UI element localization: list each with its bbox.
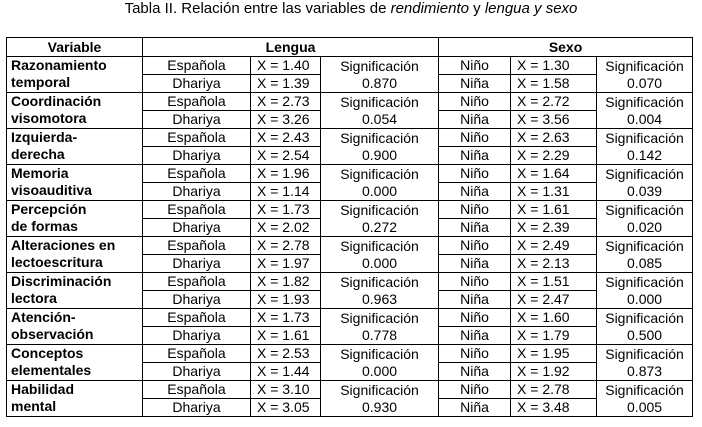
significance-label: Significación (340, 309, 419, 326)
sexo-group-a: Niño (439, 93, 511, 111)
lengua-group-b: Dhariya (143, 183, 251, 201)
sexo-significance-value: 0.873 (627, 362, 663, 379)
significance-label: Significación (340, 345, 419, 362)
lengua-group-a: Española (143, 165, 251, 183)
variable-cell (7, 201, 143, 237)
lengua-significance-cell (321, 57, 439, 93)
sexo-significance-value: 0.004 (627, 110, 663, 127)
variable-cell (7, 93, 143, 129)
variable-name-line2: visoauditiva (11, 182, 92, 198)
lengua-significance-value: 0.000 (361, 362, 398, 379)
lengua-mean-b: X = 1.97 (251, 255, 321, 273)
lengua-group-a: Española (143, 309, 251, 327)
lengua-group-b: Dhariya (143, 147, 251, 165)
sexo-group-b: Niña (439, 399, 511, 417)
lengua-group-a: Española (143, 93, 251, 111)
variable-name-line1: Discriminación (11, 273, 112, 289)
sexo-mean-a: X = 2.72 (511, 93, 597, 111)
sexo-mean-b: X = 2.13 (511, 255, 597, 273)
lengua-significance-cell (321, 165, 439, 201)
caption-connector: y (468, 0, 485, 17)
table-row (7, 345, 693, 363)
table-row (7, 237, 693, 255)
caption-prefix: Tabla II. Relación entre las variables de (124, 0, 391, 17)
lengua-significance-value: 0.778 (361, 326, 398, 343)
significance-label: Significación (605, 309, 684, 326)
lengua-significance-value: 0.054 (361, 110, 398, 127)
sexo-mean-b: X = 3.48 (511, 399, 597, 417)
sexo-group-b: Niña (439, 327, 511, 345)
significance-label: Significación (605, 165, 684, 182)
lengua-mean-a: X = 1.40 (251, 57, 321, 75)
sexo-significance-value: 0.142 (627, 146, 663, 163)
lengua-mean-b: X = 1.44 (251, 363, 321, 381)
lengua-mean-b: X = 2.54 (251, 147, 321, 165)
significance-label: Significación (605, 345, 684, 362)
sexo-mean-b: X = 1.79 (511, 327, 597, 345)
variable-cell (7, 165, 143, 201)
table-caption (0, 0, 702, 18)
variable-cell (7, 381, 143, 417)
lengua-mean-b: X = 1.14 (251, 183, 321, 201)
significance-label: Significación (340, 165, 419, 182)
variable-name-line1: Memoria (11, 165, 69, 181)
table-row (7, 273, 693, 291)
sexo-group-b: Niña (439, 219, 511, 237)
sexo-group-a: Niño (439, 273, 511, 291)
sexo-mean-a: X = 2.63 (511, 129, 597, 147)
sexo-significance-cell (597, 57, 693, 93)
lengua-group-a: Española (143, 129, 251, 147)
sexo-significance-value: 0.039 (627, 182, 663, 199)
lengua-significance-cell (321, 129, 439, 165)
sexo-mean-a: X = 1.95 (511, 345, 597, 363)
table-body (7, 57, 693, 417)
lengua-significance-cell (321, 201, 439, 237)
significance-label: Significación (340, 201, 419, 218)
table-row (7, 309, 693, 327)
sexo-mean-a: X = 1.64 (511, 165, 597, 183)
lengua-mean-a: X = 1.73 (251, 309, 321, 327)
sexo-mean-b: X = 3.56 (511, 111, 597, 129)
sexo-significance-cell (597, 345, 693, 381)
significance-label: Significación (605, 237, 684, 254)
lengua-group-a: Española (143, 273, 251, 291)
significance-label: Significación (340, 381, 419, 398)
sexo-mean-a: X = 2.49 (511, 237, 597, 255)
sexo-group-b: Niña (439, 363, 511, 381)
sexo-significance-value: 0.500 (627, 326, 663, 343)
lengua-mean-b: X = 1.93 (251, 291, 321, 309)
table-row (7, 381, 693, 399)
sexo-mean-a: X = 1.51 (511, 273, 597, 291)
lengua-group-b: Dhariya (143, 111, 251, 129)
lengua-group-a: Española (143, 201, 251, 219)
lengua-mean-b: X = 3.26 (251, 111, 321, 129)
sexo-group-b: Niña (439, 147, 511, 165)
sexo-group-a: Niño (439, 237, 511, 255)
significance-label: Significación (340, 93, 419, 110)
variable-cell (7, 345, 143, 381)
variable-name-line2: visomotora (11, 110, 87, 126)
sexo-significance-cell (597, 201, 693, 237)
lengua-group-b: Dhariya (143, 75, 251, 93)
sexo-mean-b: X = 2.39 (511, 219, 597, 237)
sexo-group-a: Niño (439, 57, 511, 75)
lengua-mean-b: X = 3.05 (251, 399, 321, 417)
sexo-group-b: Niña (439, 291, 511, 309)
variable-cell (7, 273, 143, 309)
sexo-significance-cell (597, 165, 693, 201)
variable-name-line1: Alteraciones en (11, 237, 116, 253)
header-lengua: Lengua (143, 38, 439, 57)
lengua-group-a: Española (143, 381, 251, 399)
lengua-significance-cell (321, 237, 439, 273)
lengua-mean-b: X = 1.39 (251, 75, 321, 93)
lengua-mean-b: X = 2.02 (251, 219, 321, 237)
variable-name-line1: Razonamiento (11, 57, 107, 73)
lengua-mean-a: X = 2.43 (251, 129, 321, 147)
sexo-mean-b: X = 1.92 (511, 363, 597, 381)
lengua-mean-a: X = 1.73 (251, 201, 321, 219)
significance-label: Significación (340, 273, 419, 290)
caption-emphasis-lengua-sexo: lengua y sexo (484, 0, 578, 17)
results-table (6, 37, 693, 417)
variable-name-line2: lectoescritura (11, 254, 103, 270)
lengua-group-b: Dhariya (143, 363, 251, 381)
sexo-group-b: Niña (439, 183, 511, 201)
sexo-mean-a: X = 1.30 (511, 57, 597, 75)
lengua-group-a: Española (143, 345, 251, 363)
lengua-group-a: Española (143, 237, 251, 255)
significance-label: Significación (605, 381, 684, 398)
variable-name-line2: observación (11, 326, 94, 342)
sexo-group-b: Niña (439, 111, 511, 129)
lengua-mean-a: X = 2.78 (251, 237, 321, 255)
lengua-significance-value: 0.930 (361, 398, 398, 415)
header-variable: Variable (7, 38, 143, 57)
lengua-group-b: Dhariya (143, 219, 251, 237)
sexo-significance-value: 0.070 (627, 74, 663, 91)
variable-name-line1: Conceptos (11, 345, 84, 361)
variable-name-line2: temporal (11, 74, 71, 90)
sexo-significance-value: 0.020 (627, 218, 663, 235)
lengua-significance-value: 0.870 (361, 74, 398, 91)
table-row (7, 201, 693, 219)
lengua-significance-cell (321, 273, 439, 309)
sexo-significance-value: 0.005 (627, 398, 663, 415)
lengua-significance-value: 0.900 (361, 146, 398, 163)
lengua-mean-a: X = 1.96 (251, 165, 321, 183)
lengua-mean-a: X = 2.73 (251, 93, 321, 111)
lengua-significance-cell (321, 309, 439, 345)
lengua-group-b: Dhariya (143, 399, 251, 417)
sexo-significance-cell (597, 273, 693, 309)
variable-name-line2: elementales (11, 362, 92, 378)
sexo-group-a: Niño (439, 309, 511, 327)
table-row (7, 93, 693, 111)
variable-name-line2: mental (11, 398, 57, 414)
lengua-significance-cell (321, 345, 439, 381)
header-sexo: Sexo (439, 38, 693, 57)
significance-label: Significación (605, 129, 684, 146)
lengua-significance-value: 0.000 (361, 254, 398, 271)
lengua-group-b: Dhariya (143, 255, 251, 273)
sexo-group-a: Niño (439, 129, 511, 147)
sexo-mean-a: X = 1.61 (511, 201, 597, 219)
lengua-group-a: Española (143, 57, 251, 75)
variable-name-line1: Coordinación (11, 93, 102, 109)
sexo-significance-value: 0.085 (627, 254, 663, 271)
significance-label: Significación (340, 237, 419, 254)
lengua-group-b: Dhariya (143, 291, 251, 309)
variable-name-line2: de formas (11, 218, 78, 234)
sexo-mean-b: X = 2.29 (511, 147, 597, 165)
significance-label: Significación (340, 129, 419, 146)
sexo-mean-a: X = 2.78 (511, 381, 597, 399)
sexo-significance-cell (597, 237, 693, 273)
significance-label: Significación (605, 93, 684, 110)
sexo-mean-a: X = 1.60 (511, 309, 597, 327)
caption-emphasis-rendimiento: rendimiento (390, 0, 469, 17)
header-row (7, 38, 693, 57)
variable-cell (7, 57, 143, 93)
lengua-mean-a: X = 3.10 (251, 381, 321, 399)
sexo-mean-b: X = 1.31 (511, 183, 597, 201)
lengua-significance-value: 0.272 (361, 218, 398, 235)
variable-cell (7, 129, 143, 165)
lengua-significance-cell (321, 93, 439, 129)
sexo-significance-value: 0.000 (627, 290, 663, 307)
sexo-significance-cell (597, 129, 693, 165)
sexo-significance-cell (597, 93, 693, 129)
lengua-mean-b: X = 1.61 (251, 327, 321, 345)
sexo-group-a: Niño (439, 201, 511, 219)
variable-name-line1: Atención- (11, 309, 76, 325)
variable-cell (7, 309, 143, 345)
variable-name-line2: lectora (11, 290, 57, 306)
sexo-group-a: Niño (439, 165, 511, 183)
sexo-group-a: Niño (439, 381, 511, 399)
lengua-group-b: Dhariya (143, 327, 251, 345)
significance-label: Significación (340, 57, 419, 74)
significance-label: Significación (605, 201, 684, 218)
sexo-significance-cell (597, 309, 693, 345)
sexo-group-b: Niña (439, 75, 511, 93)
variable-name-line2: derecha (11, 146, 65, 162)
lengua-mean-a: X = 1.82 (251, 273, 321, 291)
lengua-mean-a: X = 2.53 (251, 345, 321, 363)
lengua-significance-cell (321, 381, 439, 417)
table-row (7, 57, 693, 75)
variable-name-line1: Izquierda- (11, 129, 78, 145)
significance-label: Significación (605, 273, 684, 290)
variable-name-line1: Habilidad (11, 381, 75, 397)
table-row (7, 129, 693, 147)
variable-name-line1: Percepción (11, 201, 87, 217)
sexo-mean-b: X = 1.58 (511, 75, 597, 93)
variable-cell (7, 237, 143, 273)
significance-label: Significación (605, 57, 684, 74)
lengua-significance-value: 0.000 (361, 182, 398, 199)
lengua-significance-value: 0.963 (361, 290, 398, 307)
sexo-group-a: Niño (439, 345, 511, 363)
sexo-group-b: Niña (439, 255, 511, 273)
sexo-significance-cell (597, 381, 693, 417)
sexo-mean-b: X = 2.47 (511, 291, 597, 309)
table-row (7, 165, 693, 183)
